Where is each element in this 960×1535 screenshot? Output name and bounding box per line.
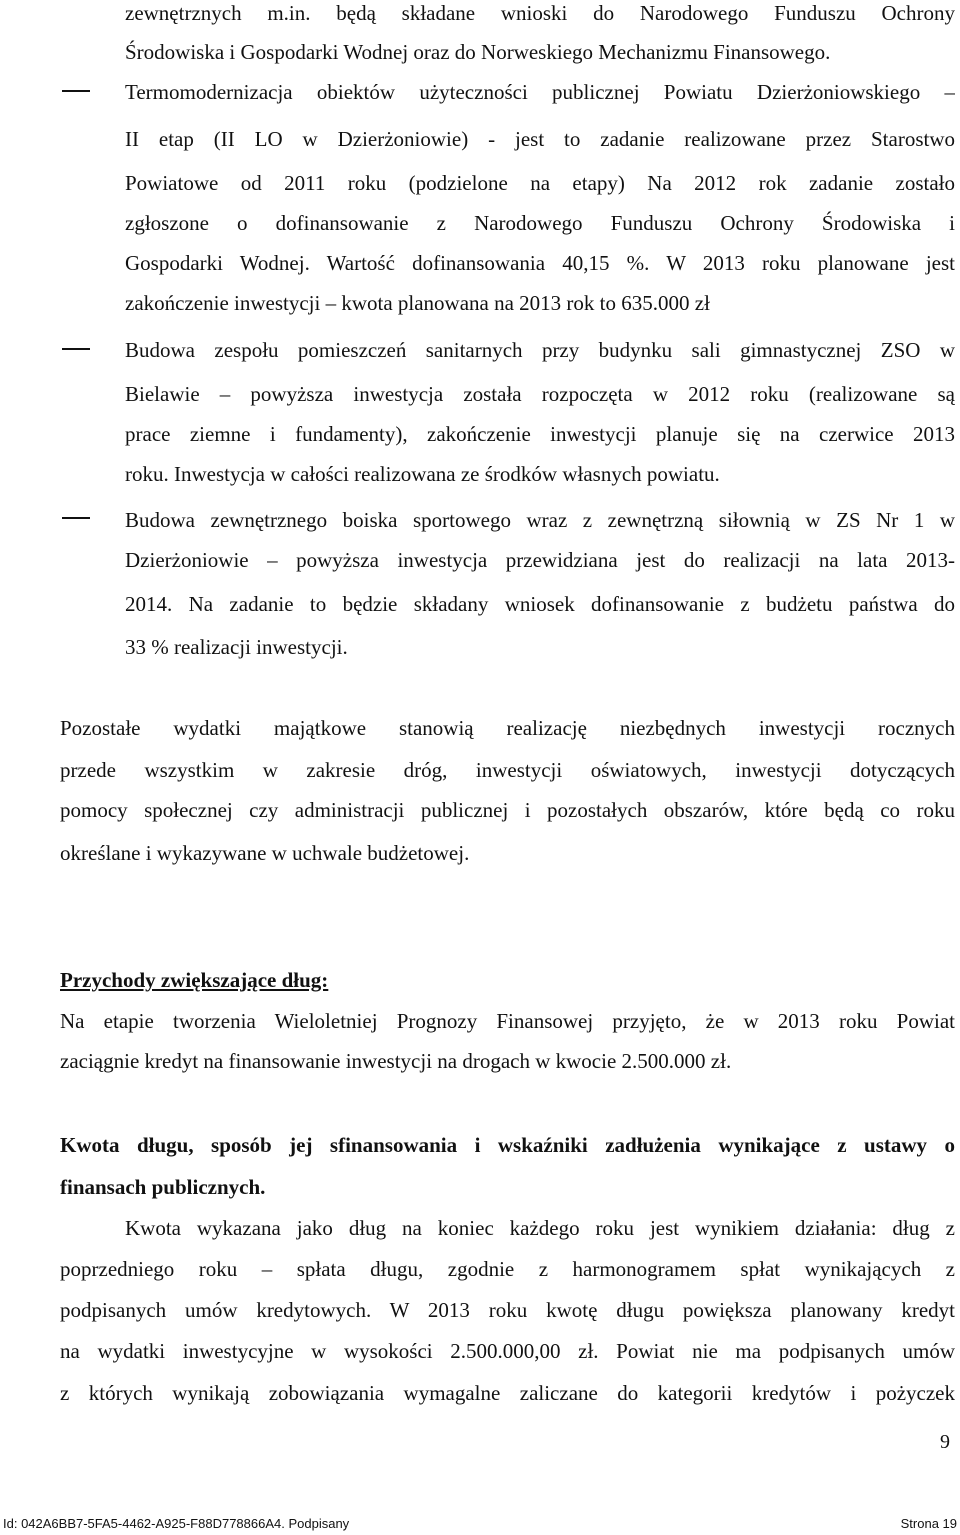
footer-page-label: Strona 19 [900,1516,957,1531]
text-line: prace ziemne i fundamenty), zakończenie inwestycji planuje się na czerwice 2013 [125,422,955,446]
text-line: na wydatki inwestycyjne w wysokości 2.500.000,00 zł. Powiat nie ma podpisanych umów [60,1339,955,1363]
text-line: zgłoszone o dofinansowanie z Narodowego Funduszu Ochrony Środowiska i [125,211,955,235]
text-line: zakończenie inwestycji – kwota planowana na 2013 rok to 635.000 zł [125,291,710,315]
text-line: II etap (II LO w Dzierżoniowie) - jest to zadanie realizowane przez Starostwo [125,127,955,151]
text-line: przede wszystkim w zakresie dróg, inwestycji oświatowych, inwestycji dotyczących [60,758,955,782]
text-line: Dzierżoniowie – powyższa inwestycja przewidziana jest do realizacji na lata 2013- [125,548,955,572]
text-line: Powiatowe od 2011 roku (podzielone na etapy) Na 2012 rok zadanie zostało [125,171,955,195]
section-heading: Przychody zwiększające dług: [60,968,329,992]
text-line: 2014. Na zadanie to będzie składany wniosek dofinansowanie z budżetu państwa do [125,592,955,616]
footer-document-id: Id: 042A6BB7-5FA5-4462-A925-F88D778866A4. Podpisany [3,1516,350,1531]
bullet-dash [62,348,90,350]
text-line: zewnętrznych m.in. będą składane wnioski do Narodowego Funduszu Ochrony [125,1,955,25]
section-heading: Kwota długu, sposób jej sfinansowania i wskaźniki zadłużenia wynikające z ustawy o [60,1133,955,1157]
text-line: z których wynikają zobowiązania wymagalne zaliczane do kategorii kredytów i pożyczek [60,1381,955,1405]
page-number: 9 [940,1431,950,1453]
text-line: Budowa zespołu pomieszczeń sanitarnych przy budynku sali gimnastycznej ZSO w [125,338,955,362]
text-line: pomocy społecznej czy administracji publicznej i pozostałych obszarów, które będą co roku [60,798,955,822]
text-line: Termomodernizacja obiektów użyteczności publicznej Powiatu Dzierżoniowskiego – [125,80,955,104]
text-line: Kwota wykazana jako dług na koniec każdego roku jest wynikiem działania: dług z [125,1216,955,1240]
text-line: poprzedniego roku – spłata długu, zgodnie z harmonogramem spłat wynikających z [60,1257,955,1281]
bullet-dash [62,90,90,92]
text-line: roku. Inwestycja w całości realizowana ze środków własnych powiatu. [125,462,720,486]
text-line: podpisanych umów kredytowych. W 2013 roku kwotę długu powiększa planowany kredyt [60,1298,955,1322]
text-line: Budowa zewnętrznego boiska sportowego wraz z zewnętrzną siłownią w ZS Nr 1 w [125,508,955,532]
text-line: Na etapie tworzenia Wieloletniej Prognozy Finansowej przyjęto, że w 2013 roku Powiat [60,1009,955,1033]
section-heading: finansach publicznych. [60,1175,266,1199]
text-line: Pozostałe wydatki majątkowe stanowią realizację niezbędnych inwestycji rocznych [60,716,955,740]
bullet-dash [62,517,90,519]
text-line: zaciągnie kredyt na finansowanie inwestycji na drogach w kwocie 2.500.000 zł. [60,1049,732,1073]
text-line: Środowiska i Gospodarki Wodnej oraz do Norweskiego Mechanizmu Finansowego. [125,40,831,64]
text-line: 33 % realizacji inwestycji. [125,635,348,659]
text-line: określane i wykazywane w uchwale budżetowej. [60,841,470,865]
text-line: Bielawie – powyższa inwestycja została rozpoczęta w 2012 roku (realizowane są [125,382,955,406]
text-line: Gospodarki Wodnej. Wartość dofinansowania 40,15 %. W 2013 roku planowane jest [125,251,955,275]
